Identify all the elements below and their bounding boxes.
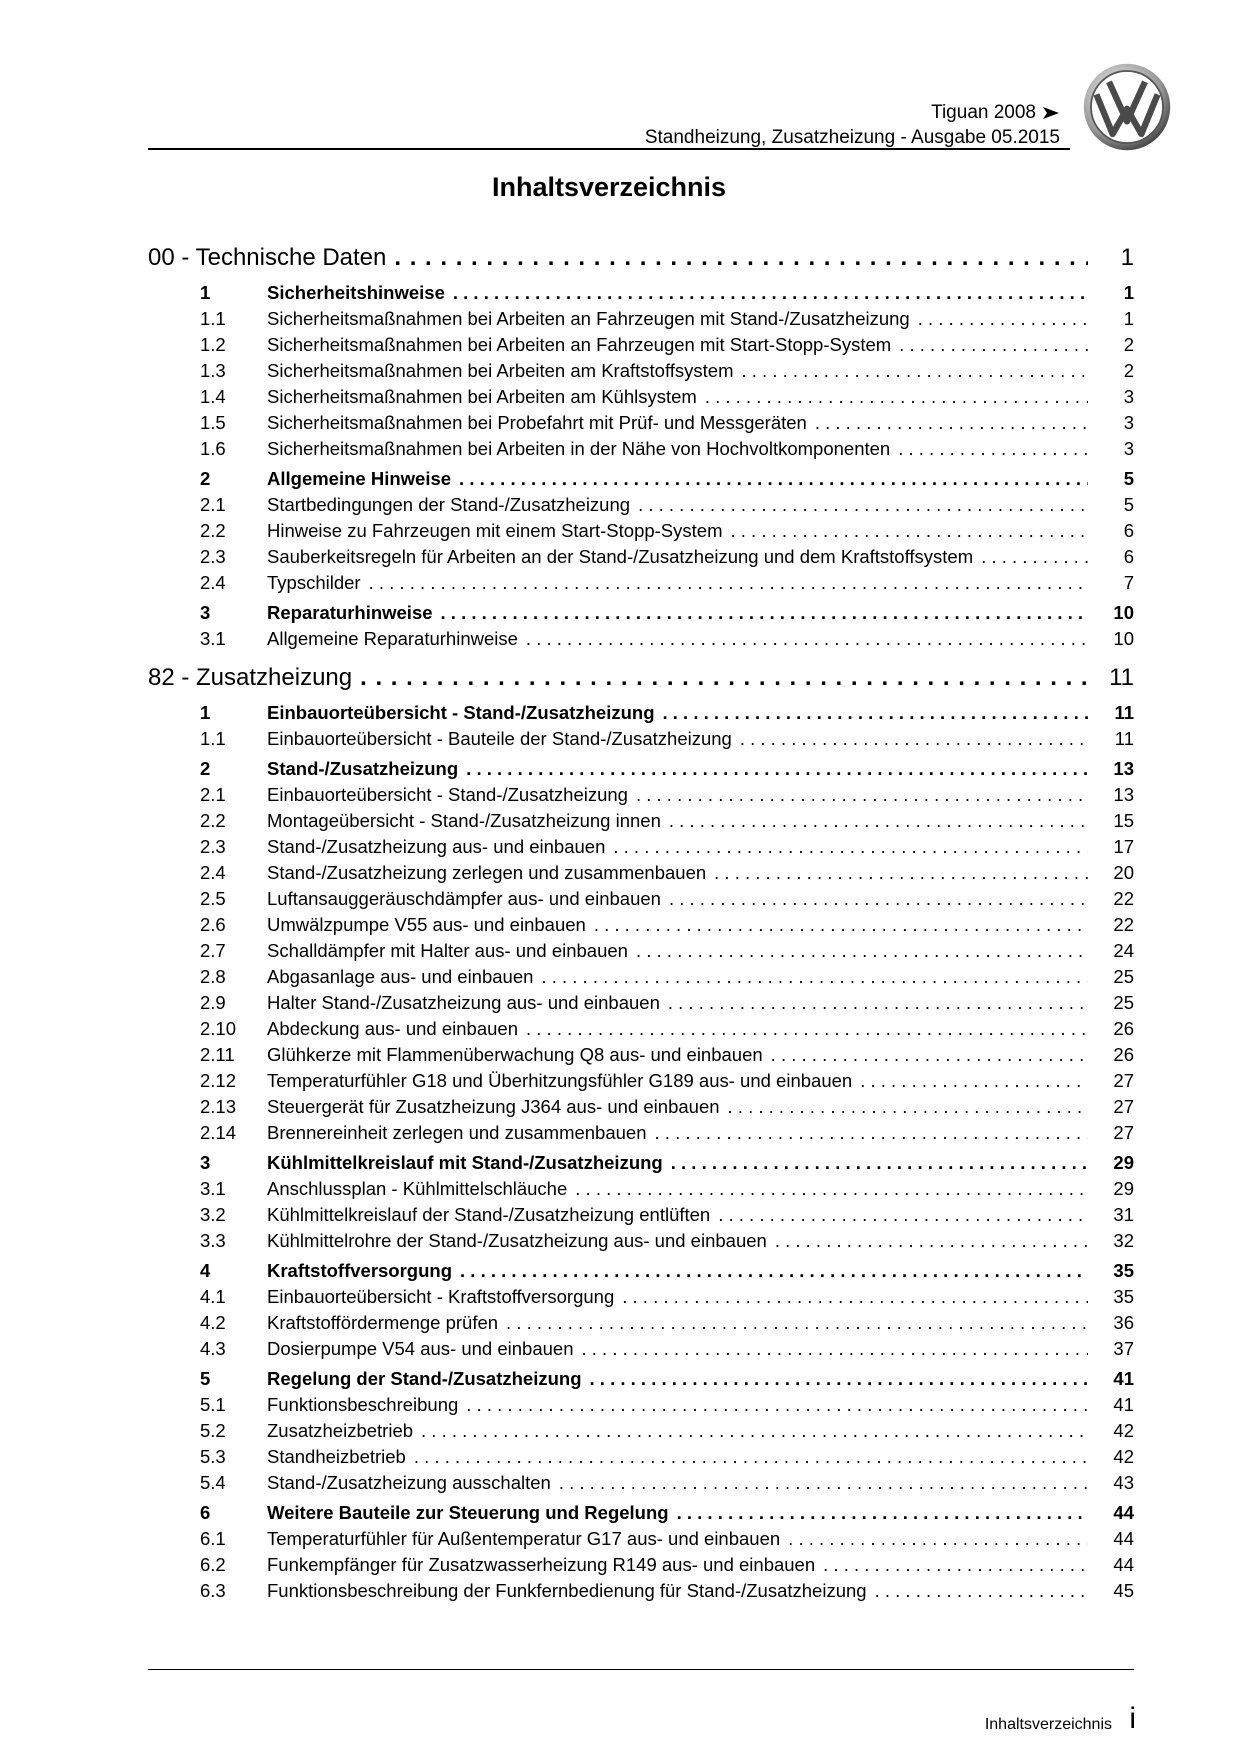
footer-label: Inhaltsverzeichnis — [984, 1716, 1112, 1733]
toc-item-title: Temperaturfühler G18 und Überhitzungsfühler G189 aus- und einbauen — [267, 1070, 853, 1091]
toc-leader-dots — [655, 1122, 1088, 1144]
toc-item-page: 5 — [1123, 494, 1134, 515]
toc-item-title: Steuergerät für Zusatzheizung J364 aus- und einbauen — [267, 1096, 720, 1117]
toc-section-page: 35 — [1113, 1260, 1134, 1281]
toc-section-title: Allgemeine Hinweise — [267, 468, 452, 489]
toc-leader-dots — [728, 1096, 1088, 1118]
toc-item-title: Sicherheitsmaßnahmen bei Arbeiten an Fahrzeugen mit Stand-/Zusatzheizung — [267, 308, 910, 329]
toc-item-row[interactable] — [148, 1338, 1134, 1364]
toc-item-title: Einbauorteübersicht - Bauteile der Stand-/Zusatzheizung — [267, 728, 732, 749]
toc-item-title: Hinweise zu Fahrzeugen mit einem Start-Stopp-System — [267, 520, 723, 541]
toc-leader-dots — [638, 494, 1088, 516]
toc-item-row[interactable] — [148, 728, 1134, 754]
toc-section-number: 3 — [200, 602, 211, 623]
toc-item-title: Sicherheitsmaßnahmen bei Arbeiten in der Nähe von Hochvoltkomponenten — [267, 438, 891, 459]
toc-item-title: Standheizbetrieb — [267, 1446, 406, 1467]
header-model-row — [645, 100, 1060, 125]
toc-section-title: Kraftstoffversorgung — [267, 1260, 453, 1281]
toc-item-title: Montageübersicht - Stand-/Zusatzheizung innen — [267, 810, 661, 831]
toc-item-number: 4.3 — [200, 1338, 226, 1359]
toc-item-number: 6.1 — [200, 1528, 226, 1549]
toc-leader-dots — [460, 1260, 1088, 1282]
toc-item-title: Stand-/Zusatzheizung aus- und einbauen — [267, 836, 606, 857]
toc-item-row[interactable] — [148, 308, 1134, 334]
toc-section-number: 1 — [200, 282, 211, 303]
toc-section-page: 13 — [1113, 758, 1134, 779]
toc-item-title: Kühlmittelkreislauf der Stand-/Zusatzheizung entlüften — [267, 1204, 711, 1225]
toc-item-number: 2.7 — [200, 940, 226, 961]
toc-item-row[interactable] — [148, 1394, 1134, 1420]
toc-item-page: 35 — [1113, 1286, 1134, 1307]
toc-item-number: 6.3 — [200, 1580, 226, 1601]
toc-leader-dots — [466, 1394, 1088, 1416]
header-model: Tiguan 2008 — [931, 102, 1036, 123]
toc-section-row[interactable] — [148, 758, 1134, 784]
toc-item-title: Umwälzpumpe V55 aus- und einbauen — [267, 914, 586, 935]
toc-section-row[interactable] — [148, 1152, 1134, 1178]
toc-item-number: 3.3 — [200, 1230, 226, 1251]
footer-divider — [148, 1669, 1134, 1670]
toc-item-title: Temperaturfühler für Außentemperatur G17 aus- und einbauen — [267, 1528, 781, 1549]
toc-item-page: 27 — [1113, 1122, 1134, 1143]
toc-section-title: Kühlmittelkreislauf mit Stand-/Zusatzheizung — [267, 1152, 663, 1173]
toc-leader-dots — [775, 1230, 1088, 1252]
toc-item-page: 15 — [1113, 810, 1134, 831]
toc-section-title: Regelung der Stand-/Zusatzheizung — [267, 1368, 582, 1389]
toc-item-number: 6.2 — [200, 1554, 226, 1575]
toc-item-page: 3 — [1123, 438, 1134, 459]
toc-item-title: Stand-/Zusatzheizung ausschalten — [267, 1472, 551, 1493]
toc-item-title: Schalldämpfer mit Halter aus- und einbauen — [267, 940, 628, 961]
toc-item-title: Einbauorteübersicht - Stand-/Zusatzheizung — [267, 784, 628, 805]
toc-item-number: 1.4 — [200, 386, 226, 407]
toc-item-page: 26 — [1113, 1044, 1134, 1065]
toc-section-number: 6 — [200, 1502, 211, 1523]
toc-item-number: 1.1 — [200, 728, 226, 749]
toc-leader-dots — [360, 664, 1088, 692]
toc-item-number: 2.1 — [200, 784, 226, 805]
toc-item-title: Brennereinheit zerlegen und zusammenbauen — [267, 1122, 647, 1143]
toc-item-row[interactable] — [148, 334, 1134, 360]
toc-chapter-row[interactable] — [148, 244, 1134, 278]
toc-item-title: Typschilder — [267, 572, 361, 593]
toc-item-title: Halter Stand-/Zusatzheizung aus- und einbauen — [267, 992, 660, 1013]
toc-item-row[interactable] — [148, 1420, 1134, 1446]
toc-item-number: 2.3 — [200, 836, 226, 857]
toc-leader-dots — [526, 1018, 1088, 1040]
toc-item-number: 3.2 — [200, 1204, 226, 1225]
toc-item-title: Sauberkeitsregeln für Arbeiten an der Stand-/Zusatzheizung und dem Kraftstoffsystem — [267, 546, 974, 567]
toc-item-number: 5.4 — [200, 1472, 226, 1493]
toc-chapter-page: 1 — [1120, 244, 1134, 271]
toc-item-number: 1.5 — [200, 412, 226, 433]
toc-item-page: 24 — [1113, 940, 1134, 961]
toc-leader-dots — [441, 602, 1088, 624]
toc-leader-dots — [559, 1472, 1088, 1494]
toc-item-number: 2.9 — [200, 992, 226, 1013]
toc-item-title: Sicherheitsmaßnahmen bei Probefahrt mit Prüf- und Messgeräten — [267, 412, 807, 433]
toc-item-page: 10 — [1113, 628, 1134, 649]
toc-item-row[interactable] — [148, 1122, 1134, 1148]
toc-leader-dots — [582, 1338, 1089, 1360]
toc-item-row[interactable] — [148, 1580, 1134, 1606]
toc-item-row[interactable] — [148, 1018, 1134, 1044]
toc-leader-dots — [506, 1312, 1088, 1334]
toc-item-row[interactable] — [148, 784, 1134, 810]
toc-item-row[interactable] — [148, 360, 1134, 386]
toc-leader-dots — [898, 438, 1088, 460]
toc-item-row[interactable] — [148, 412, 1134, 438]
toc-leader-dots — [575, 1178, 1088, 1200]
toc-item-title: Funktionsbeschreibung — [267, 1394, 459, 1415]
toc-leader-dots — [414, 1446, 1088, 1468]
toc-item-row[interactable] — [148, 438, 1134, 464]
toc-item-number: 2.5 — [200, 888, 226, 909]
toc-item-row[interactable] — [148, 572, 1134, 598]
toc-leader-dots — [590, 1368, 1088, 1390]
toc-chapter-title: 82 - Zusatzheizung — [148, 664, 353, 691]
toc-item-title: Dosierpumpe V54 aus- und einbauen — [267, 1338, 574, 1359]
toc-item-page: 43 — [1113, 1472, 1134, 1493]
toc-item-title: Kühlmittelrohre der Stand-/Zusatzheizung aus- und einbauen — [267, 1230, 767, 1251]
toc-item-number: 2.14 — [200, 1122, 237, 1143]
toc-item-row[interactable] — [148, 386, 1134, 412]
toc-section-row[interactable] — [148, 1368, 1134, 1394]
toc-item-row[interactable] — [148, 1554, 1134, 1580]
toc-item-number: 2.2 — [200, 810, 226, 831]
toc-item-row[interactable] — [148, 966, 1134, 992]
toc-item-row[interactable] — [148, 1286, 1134, 1312]
toc-item-row[interactable] — [148, 914, 1134, 940]
toc-item-number: 2.3 — [200, 546, 226, 567]
toc-leader-dots — [741, 360, 1088, 382]
toc-item-number: 2.8 — [200, 966, 226, 987]
toc-leader-dots — [823, 1554, 1088, 1576]
toc-item-title: Allgemeine Reparaturhinweise — [267, 628, 518, 649]
toc-item-row[interactable] — [148, 862, 1134, 888]
toc-item-number: 1.1 — [200, 308, 226, 329]
toc-item-title: Luftansauggeräuschdämpfer aus- und einbauen — [267, 888, 661, 909]
toc-item-title: Sicherheitsmaßnahmen bei Arbeiten am Kühlsystem — [267, 386, 697, 407]
toc-item-row[interactable] — [148, 836, 1134, 862]
toc-section-title: Sicherheitshinweise — [267, 282, 445, 303]
toc-item-title: Stand-/Zusatzheizung zerlegen und zusammenbauen — [267, 862, 707, 883]
toc-section-number: 2 — [200, 758, 211, 779]
footer-page-number: i — [1129, 1702, 1136, 1735]
toc-item-page: 20 — [1113, 862, 1134, 883]
toc-item-page: 11 — [1114, 728, 1134, 749]
toc-item-page: 45 — [1113, 1580, 1134, 1601]
toc-leader-dots — [677, 1502, 1088, 1524]
toc-leader-dots — [459, 468, 1088, 490]
toc-item-page: 17 — [1113, 836, 1134, 857]
toc-leader-dots — [421, 1420, 1088, 1442]
toc-item-number: 1.3 — [200, 360, 226, 381]
toc-leader-dots — [669, 810, 1088, 832]
toc-item-title: Kraftstoffördermenge prüfen — [267, 1312, 499, 1333]
toc-leader-dots — [636, 940, 1088, 962]
toc-item-page: 31 — [1113, 1204, 1134, 1225]
toc-item-row[interactable] — [148, 888, 1134, 914]
toc-item-row[interactable] — [148, 546, 1134, 572]
toc-item-number: 2.12 — [200, 1070, 237, 1091]
toc-item-title: Abgasanlage aus- und einbauen — [267, 966, 534, 987]
toc-item-page: 2 — [1123, 334, 1134, 355]
toc-item-number: 2.4 — [200, 862, 226, 883]
toc-item-page: 3 — [1123, 412, 1134, 433]
toc-item-page: 37 — [1113, 1338, 1134, 1359]
toc-item-page: 6 — [1123, 546, 1134, 567]
toc-leader-dots — [594, 914, 1088, 936]
toc-section-row[interactable] — [148, 468, 1134, 494]
arrow-right-icon — [1042, 104, 1060, 122]
header-subtitle: Standheizung, Zusatzheizung - Ausgabe 05.2015 — [644, 127, 1060, 148]
toc-item-number: 3.1 — [200, 628, 226, 649]
toc-item-number: 3.1 — [200, 1178, 226, 1199]
toc-item-number: 2.10 — [200, 1018, 237, 1039]
toc-leader-dots — [731, 520, 1089, 542]
toc-item-row[interactable] — [148, 628, 1134, 654]
toc-item-number: 5.2 — [200, 1420, 226, 1441]
toc-item-page: 1 — [1123, 308, 1134, 329]
toc-item-row[interactable] — [148, 1204, 1134, 1230]
toc-item-row[interactable] — [148, 1070, 1134, 1096]
toc-leader-dots — [981, 546, 1088, 568]
toc-section-row[interactable] — [148, 602, 1134, 628]
toc-item-row[interactable] — [148, 520, 1134, 546]
toc-section-page: 29 — [1113, 1152, 1134, 1173]
toc-item-page: 44 — [1113, 1554, 1134, 1575]
toc-section-title: Einbauorteübersicht - Stand-/Zusatzheizung — [267, 702, 655, 723]
toc-leader-dots — [899, 334, 1088, 356]
toc-item-number: 4.1 — [200, 1286, 226, 1307]
toc-item-page: 41 — [1113, 1394, 1134, 1415]
toc-leader-dots — [705, 386, 1088, 408]
page-header — [645, 100, 1060, 150]
vw-logo-icon — [1082, 62, 1172, 152]
toc-item-row[interactable] — [148, 494, 1134, 520]
toc-leader-dots — [541, 966, 1088, 988]
toc-item-page: 7 — [1123, 572, 1134, 593]
toc-leader-dots — [718, 1204, 1088, 1226]
toc-section-number: 2 — [200, 468, 211, 489]
toc-section-page: 1 — [1123, 282, 1134, 303]
toc-section-title: Weitere Bauteile zur Steuerung und Regelung — [267, 1502, 669, 1523]
toc-item-row[interactable] — [148, 1528, 1134, 1554]
toc-item-title: Glühkerze mit Flammenüberwachung Q8 aus- und einbauen — [267, 1044, 763, 1065]
toc-section-title: Stand-/Zusatzheizung — [267, 758, 459, 779]
toc-item-row[interactable] — [148, 1312, 1134, 1338]
table-of-contents — [148, 240, 1134, 1606]
toc-item-number: 2.11 — [200, 1044, 235, 1065]
toc-section-page: 41 — [1113, 1368, 1134, 1389]
toc-item-title: Funktionsbeschreibung der Funkfernbedienung für Stand-/Zusatzheizung — [267, 1580, 867, 1601]
toc-item-title: Startbedingungen der Stand-/Zusatzheizung — [267, 494, 631, 515]
toc-item-page: 27 — [1113, 1096, 1134, 1117]
toc-item-row[interactable] — [148, 940, 1134, 966]
toc-item-page: 29 — [1113, 1178, 1134, 1199]
toc-leader-dots — [860, 1070, 1088, 1092]
toc-item-page: 25 — [1113, 992, 1134, 1013]
toc-section-number: 1 — [200, 702, 211, 723]
toc-item-page: 3 — [1123, 386, 1134, 407]
toc-leader-dots — [875, 1580, 1088, 1602]
toc-item-number: 2.2 — [200, 520, 226, 541]
toc-section-row[interactable] — [148, 282, 1134, 308]
toc-leader-dots — [771, 1044, 1088, 1066]
toc-item-page: 32 — [1113, 1230, 1134, 1251]
toc-item-page: 27 — [1113, 1070, 1134, 1091]
page-title: Inhaltsverzeichnis — [491, 172, 727, 202]
toc-item-number: 5.3 — [200, 1446, 226, 1467]
toc-section-page: 10 — [1113, 602, 1134, 623]
toc-leader-dots — [669, 888, 1088, 910]
toc-item-page: 22 — [1113, 914, 1134, 935]
toc-leader-dots — [394, 244, 1088, 272]
toc-item-row[interactable] — [148, 1230, 1134, 1256]
toc-item-number: 5.1 — [200, 1394, 226, 1415]
toc-item-title: Sicherheitsmaßnahmen bei Arbeiten an Fahrzeugen mit Start-Stopp-System — [267, 334, 892, 355]
toc-item-page: 36 — [1113, 1312, 1134, 1333]
toc-leader-dots — [636, 784, 1088, 806]
toc-section-number: 4 — [200, 1260, 211, 1281]
toc-leader-dots — [453, 282, 1088, 304]
header-divider — [148, 148, 1070, 150]
toc-item-page: 42 — [1113, 1420, 1134, 1441]
toc-leader-dots — [815, 412, 1088, 434]
toc-item-title: Sicherheitsmaßnahmen bei Arbeiten am Kraftstoffsystem — [267, 360, 734, 381]
toc-leader-dots — [622, 1286, 1088, 1308]
toc-item-number: 2.1 — [200, 494, 226, 515]
toc-chapter-row[interactable] — [148, 664, 1134, 698]
toc-leader-dots — [788, 1528, 1088, 1550]
toc-item-number: 2.4 — [200, 572, 226, 593]
toc-item-page: 42 — [1113, 1446, 1134, 1467]
toc-section-page: 44 — [1113, 1502, 1134, 1523]
toc-item-page: 22 — [1113, 888, 1134, 909]
toc-item-row[interactable] — [148, 1044, 1134, 1070]
toc-item-title: Einbauorteübersicht - Kraftstoffversorgung — [267, 1286, 615, 1307]
toc-item-page: 25 — [1113, 966, 1134, 987]
toc-item-row[interactable] — [148, 1096, 1134, 1122]
toc-item-row[interactable] — [148, 1472, 1134, 1498]
toc-item-row[interactable] — [148, 1178, 1134, 1204]
toc-leader-dots — [740, 728, 1088, 750]
toc-section-row[interactable] — [148, 702, 1134, 728]
toc-leader-dots — [526, 628, 1088, 650]
toc-item-page: 44 — [1113, 1528, 1134, 1549]
toc-item-number: 2.13 — [200, 1096, 237, 1117]
toc-section-page: 11 — [1114, 702, 1134, 723]
toc-leader-dots — [918, 308, 1088, 330]
toc-item-row[interactable] — [148, 992, 1134, 1018]
toc-item-title: Abdeckung aus- und einbauen — [267, 1018, 518, 1039]
toc-item-title: Zusatzheizbetrieb — [267, 1420, 414, 1441]
toc-leader-dots — [663, 702, 1089, 724]
toc-leader-dots — [466, 758, 1088, 780]
toc-item-number: 1.6 — [200, 438, 226, 459]
toc-section-row[interactable] — [148, 1502, 1134, 1528]
toc-item-page: 6 — [1123, 520, 1134, 541]
toc-item-title: Funkempfänger für Zusatzwasserheizung R149 aus- und einbauen — [267, 1554, 816, 1575]
toc-leader-dots — [714, 862, 1088, 884]
toc-section-number: 5 — [200, 1368, 211, 1389]
toc-item-number: 2.6 — [200, 914, 226, 935]
toc-section-page: 5 — [1123, 468, 1134, 489]
toc-section-number: 3 — [200, 1152, 211, 1173]
toc-chapter-page: 11 — [1109, 664, 1134, 691]
toc-leader-dots — [369, 572, 1088, 594]
toc-item-number: 4.2 — [200, 1312, 226, 1333]
toc-item-row[interactable] — [148, 810, 1134, 836]
toc-item-row[interactable] — [148, 1446, 1134, 1472]
toc-item-page: 13 — [1113, 784, 1134, 805]
toc-section-title: Reparaturhinweise — [267, 602, 433, 623]
toc-item-page: 26 — [1113, 1018, 1134, 1039]
toc-item-page: 2 — [1123, 360, 1134, 381]
toc-leader-dots — [668, 992, 1088, 1014]
toc-leader-dots — [671, 1152, 1088, 1174]
toc-leader-dots — [613, 836, 1088, 858]
toc-chapter-title: 00 - Technische Daten — [148, 244, 387, 271]
toc-section-row[interactable] — [148, 1260, 1134, 1286]
toc-item-title: Anschlussplan - Kühlmittelschläuche — [267, 1178, 568, 1199]
toc-item-number: 1.2 — [200, 334, 226, 355]
